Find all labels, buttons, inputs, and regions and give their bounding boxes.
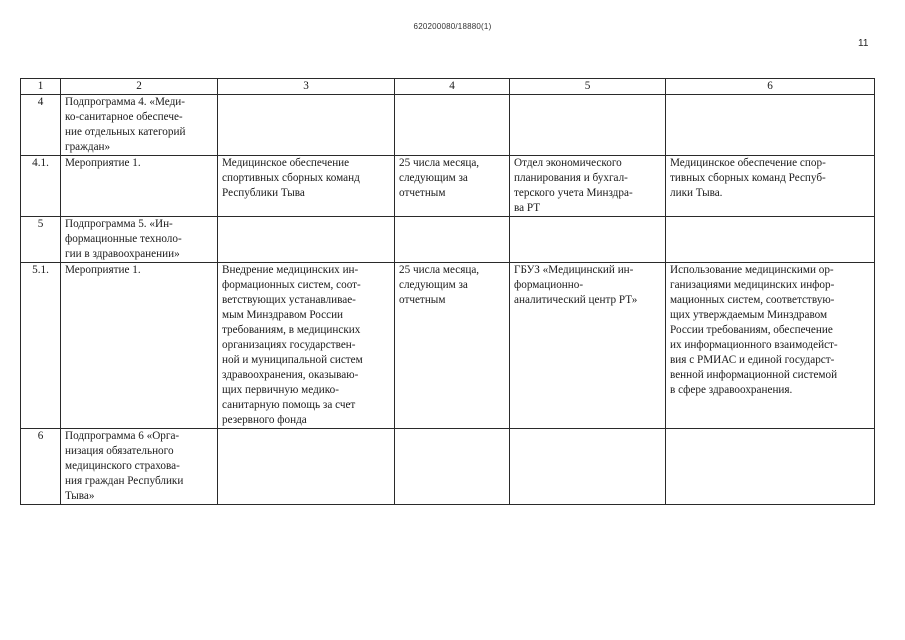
table-row xyxy=(21,263,875,429)
measure-deadline xyxy=(395,217,510,263)
measure-responsible xyxy=(510,217,666,263)
measure-deadline: 25 числа месяца, следующим за отчетным xyxy=(395,263,510,429)
table-row xyxy=(21,156,875,217)
page-number: 11 xyxy=(858,38,869,49)
column-header-4: 4 xyxy=(395,79,510,95)
measure-content: Медицинское обеспечение спортивных сборных команд Республики Тыва xyxy=(218,156,395,217)
column-header-3: 3 xyxy=(218,79,395,95)
table-header-row xyxy=(21,79,875,95)
table-row xyxy=(21,217,875,263)
measure-result: Медицинское обеспечение спор- тивных сборных команд Респуб- лики Тыва. xyxy=(666,156,875,217)
measure-responsible xyxy=(510,429,666,505)
measure-content xyxy=(218,429,395,505)
row-number: 6 xyxy=(21,429,61,505)
measure-name: Мероприятие 1. xyxy=(61,263,218,429)
measure-responsible: Отдел экономического планирования и бухгал- терского учета Минздра- ва РТ xyxy=(510,156,666,217)
row-number: 5 xyxy=(21,217,61,263)
table-row xyxy=(21,95,875,156)
measure-content: Внедрение медицинских ин- формационных систем, соот- ветствующих устанавливае- мым Минздравом России требованиям, в медицинских организациях государствен- ной и муниципальной систем здравоохранения, оказываю- щих первичную медико- санитарную помощь за счет резервного фонда xyxy=(218,263,395,429)
measure-name: Мероприятие 1. xyxy=(61,156,218,217)
column-header-2: 2 xyxy=(61,79,218,95)
measure-deadline xyxy=(395,95,510,156)
measure-name: Подпрограмма 4. «Меди- ко-санитарное обеспече- ние отдельных категорий граждан» xyxy=(61,95,218,156)
column-header-1: 1 xyxy=(21,79,61,95)
measure-name: Подпрограмма 6 «Орга- низация обязательного медицинского страхова- ния граждан Республики Тыва» xyxy=(61,429,218,505)
column-header-6: 6 xyxy=(666,79,875,95)
measure-result xyxy=(666,95,875,156)
document-id: 620200080/18880(1) xyxy=(413,22,492,31)
table-row xyxy=(21,429,875,505)
column-header-5: 5 xyxy=(510,79,666,95)
measures-table xyxy=(20,78,875,505)
measure-deadline xyxy=(395,429,510,505)
measure-content xyxy=(218,95,395,156)
row-number: 4.1. xyxy=(21,156,61,217)
measure-name: Подпрограмма 5. «Ин- формационные техноло- гии в здравоохранении» xyxy=(61,217,218,263)
measure-content xyxy=(218,217,395,263)
measure-deadline: 25 числа месяца, следующим за отчетным xyxy=(395,156,510,217)
measure-responsible: ГБУЗ «Медицинский ин- формационно- аналитический центр РТ» xyxy=(510,263,666,429)
row-number: 5.1. xyxy=(21,263,61,429)
measure-result: Использование медицинскими ор- ганизациями медицинских инфор- мационных систем, соответствую- щих утверждаемым Минздравом России требованиям, обеспечение их информационного взаимодейст- вия с РМИАС и единой государст- венной информационной системой в сфере здравоохранения. xyxy=(666,263,875,429)
row-number: 4 xyxy=(21,95,61,156)
measure-result xyxy=(666,429,875,505)
measure-responsible xyxy=(510,95,666,156)
measure-result xyxy=(666,217,875,263)
